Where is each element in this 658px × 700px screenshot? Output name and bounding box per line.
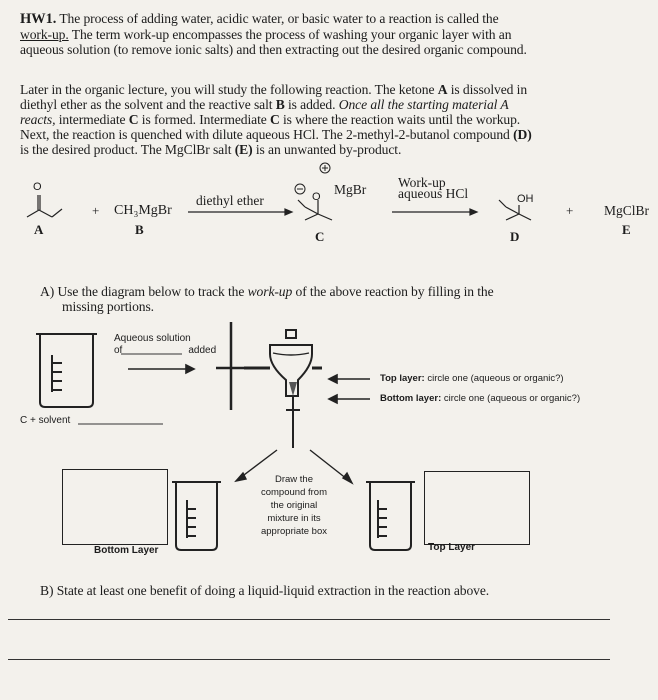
- label-d: D: [510, 229, 520, 244]
- top-layer-answer-box[interactable]: [424, 471, 530, 545]
- reagent-b: CH₃MgBr: [114, 203, 172, 218]
- bottom-layer-answer-box[interactable]: [62, 469, 168, 545]
- add-arrow: [128, 365, 194, 373]
- intro-line-1-text: The process of adding water, acidic water, or basic water to a reaction is called the: [59, 11, 499, 26]
- bottom-layer-arrow: [329, 395, 370, 403]
- beaker-left-icon: [36, 334, 97, 407]
- beaker-bottom-right-icon: [366, 482, 415, 550]
- plus-sign-1: +: [92, 203, 100, 218]
- para2-line-5: is the desired product. The MgClBr salt (E) is an unwanted by-product.: [20, 142, 402, 157]
- beaker-bottom-left-icon: [172, 482, 221, 550]
- top-layer-prompt: Top layer: circle one (aqueous or organic?): [380, 373, 564, 384]
- answer-line-2[interactable]: [8, 659, 610, 660]
- para2-line-1: Later in the organic lecture, you will study the following reaction. The ketone A is dissolved in: [20, 82, 528, 97]
- bottom-layer-box-label: Bottom Layer: [94, 545, 159, 556]
- separatory-funnel-icon: [244, 330, 322, 448]
- aqueous-solution-label: Aqueous solution of added: [114, 333, 217, 356]
- intermediate-mgbr: MgBr: [334, 182, 367, 197]
- label-e: E: [622, 222, 631, 237]
- para2-line-3: reacts, intermediate C is formed. Intermediate C is where the reaction waits until the workup.: [20, 112, 521, 127]
- hw-label: HW1.: [20, 11, 57, 27]
- ring-stand-icon: [216, 322, 244, 410]
- top-layer-arrow: [329, 375, 370, 383]
- product-oh: OH: [517, 193, 534, 205]
- label-a: A: [34, 222, 44, 237]
- intermediate-oxygen: O: [312, 191, 321, 203]
- answer-line-1[interactable]: [8, 619, 610, 620]
- label-c: C: [315, 229, 325, 244]
- solvent-label: diethyl ether: [196, 193, 264, 208]
- top-layer-box-label: Top Layer: [428, 542, 476, 553]
- salt-e: MgClBr: [604, 203, 650, 218]
- ketone-oxygen: O: [33, 181, 42, 193]
- intro-line-3: aqueous solution (to remove ionic salts) and then extracting out the desired organic compound.: [20, 42, 527, 57]
- plus-sign-2: +: [566, 203, 574, 218]
- para2-line-4: Next, the reaction is quenched with dilute aqueous HCl. The 2-methyl-2-butanol compound (D): [20, 127, 532, 142]
- workup-label: Work-up aqueous HCl: [398, 175, 469, 201]
- para2-line-2: diethyl ether as the solvent and the reactive salt B is added. Once all the starting material A: [20, 97, 509, 112]
- intro-line-2-text: The term work-up encompasses the process of washing your organic layer with an: [71, 27, 512, 42]
- part-a-question: A) Use the diagram below to track the work-up of the above reaction by filling in the missing portions.: [40, 284, 494, 314]
- part-b-question: B) State at least one benefit of doing a liquid-liquid extraction in the reaction above.: [40, 583, 490, 598]
- draw-instruction: Draw the compound from the original mixture in its appropriate box: [260, 474, 328, 537]
- label-b: B: [135, 222, 144, 237]
- c-solvent-label: C + solvent: [20, 415, 71, 426]
- workup-term: work-up.: [20, 27, 69, 42]
- bottom-layer-prompt: Bottom layer: circle one (aqueous or organic?): [380, 393, 581, 404]
